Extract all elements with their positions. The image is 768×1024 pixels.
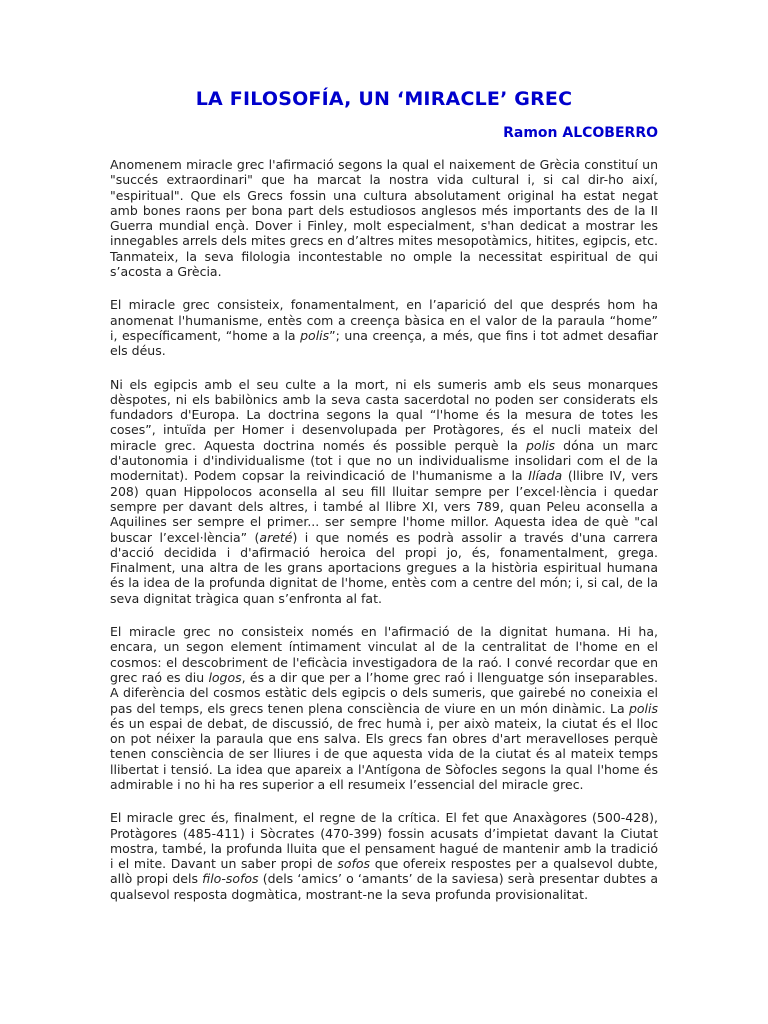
paragraph-5 <box>110 810 658 902</box>
paragraph-text: que ofereix respostes per a qualsevol dubte, allò propi dels <box>110 856 658 887</box>
paragraph-text: ) i que només es podrà assolir a través d'una carrera d'acció decidida i d'afirmació heroica del propi jo, és, fonamentalment, grega. Finalment, una altra de les grans aportacions gregues a la història espiritual humana és la idea de la profunda dignitat de l'home, entès com a centre del món; i, si cal, de la seva dignitat tràgica quan s’enfronta al fat. <box>110 529 658 606</box>
italic-term: polis <box>628 700 658 716</box>
italic-term: polis <box>300 327 330 343</box>
paragraph-text: ”; una creença, a més, que fins i tot admet desafiar els déus. <box>110 327 658 359</box>
paragraph-4 <box>110 624 658 792</box>
paragraph-text: dóna un marc d'autonomia i d'individualisme (tot i que no un individualisme insolidari com el de la modernitat). Podem copsar la reivindicació de l'humanisme a la <box>110 437 658 484</box>
paragraph-text: (dels ‘amics’ o ‘amants’ de la saviesa) serà presentar dubtes a qualsevol resposta dogmàtica, mostrant-ne la seva profunda provisionalitat. <box>110 871 658 902</box>
italic-term: filo-sofos <box>202 871 259 887</box>
document-author: Ramon ALCOBERRO <box>503 125 658 141</box>
document-title: LA FILOSOFÍA, UN ‘MIRACLE’ GREC <box>195 88 573 110</box>
paragraph-text: (llibre IV, vers 208) quan Hippolocos aconsella al seu fill lluitar sempre per l’excel·lència i quedar sempre per davant dels altres, i també al llibre XI, vers 789, quan Peleu aconsella a Aquilines ser sempre el primer... ser sempre l'home millor. Aquesta idea de què "cal buscar l’excel·lència” ( <box>110 468 658 545</box>
paragraph-text: El miracle grec no consisteix només en l'afirmació de la dignitat humana. Hi ha, encara, un segon element íntimament vinculat al de la centralitat de l'home en el cosmos: el descobriment de l'eficàcia investigadora de la raó. I convé recordar que en grec raó es diu <box>110 624 658 685</box>
paragraph-2 <box>110 297 658 358</box>
paragraph-text: Ni els egipcis amb el seu culte a la mort, ni els sumeris amb els seus monarques dèspotes, ni els babilònics amb la seva casta sacerdotal no poden ser considerats els fundadors d'Europa. La doctrina segons la qual “l'home és la mesura de totes les coses”, intuïda per Homer i desenvolupada per Protàgores, és el nucli mateix del miracle grec. Aquesta doctrina només és possible perquè la <box>110 376 658 453</box>
italic-term: Ilíada <box>528 468 563 484</box>
paragraph-1 <box>110 157 658 279</box>
italic-term: polis <box>526 437 556 453</box>
italic-term: logos <box>208 669 242 685</box>
paragraph-text: Anomenem miracle grec l'afirmació segons la qual el naixement de Grècia constituí un "succés extraordinari" que ha marcat la nostra vida cultural i, si cal dir-ho així, "espiritual". Que els Grecs fossin una cultura absolutament original ha estat negat amb bones raons per bona part dels estudiosos anglesos més importants des de la II Guerra mundial ençà. Dover i Finley, molt especialment, s'han dedicat a mostrar les innegables arrels dels mites grecs en d’altres mites mesopotàmics, hitites, egipcis, etc. Tanmateix, la seva filologia incontestable no omple la necessitat espiritual de qui s’acosta a Grècia. <box>110 157 658 280</box>
document-page <box>110 78 658 902</box>
italic-term: areté <box>259 529 293 545</box>
paragraph-text: El miracle grec consisteix, fonamentalment, en l’aparició del que després hom ha anomenat l'humanisme, entès com a creença bàsica en el valor de la paraula “home” i, específicament, “home a la <box>110 297 658 343</box>
italic-term: sofos <box>337 856 371 872</box>
paragraph-text: és un espai de debat, de discussió, de frec humà i, per això mateix, la ciutat és el lloc on pot néixer la paraula que ens salva. Els grecs fan obres d'art meravelloses perquè tenen consciència de ser lliures i de que aquesta vida de la ciutat és al mateix temps llibertat i tensió. La idea que apareix a l'Antígona de Sòfocles segons la qual l'home és admirable i no hi ha res superior a ell resumeix l’essencial del miracle grec. <box>110 715 658 792</box>
paragraph-text: El miracle grec és, finalment, el regne de la crítica. El fet que Anaxàgores (500-428), Protàgores (485-411) i Sòcrates (470-399) fossin acusats d’impietat davant la Ciutat mostra, també, la profunda lluita que el pensament hagué de mantenir amb la tradició i el mite. Davant un saber propi de <box>110 810 658 872</box>
paragraph-text: , és a dir que per a l’home grec raó i llenguatge són inseparables. A diferència del cosmos estàtic dels egipcis o dels sumeris, que gairebé no coneixia el pas del temps, els grecs tenen plena consciència de viure en un món dinàmic. La <box>110 669 658 716</box>
paragraph-3 <box>110 377 658 606</box>
